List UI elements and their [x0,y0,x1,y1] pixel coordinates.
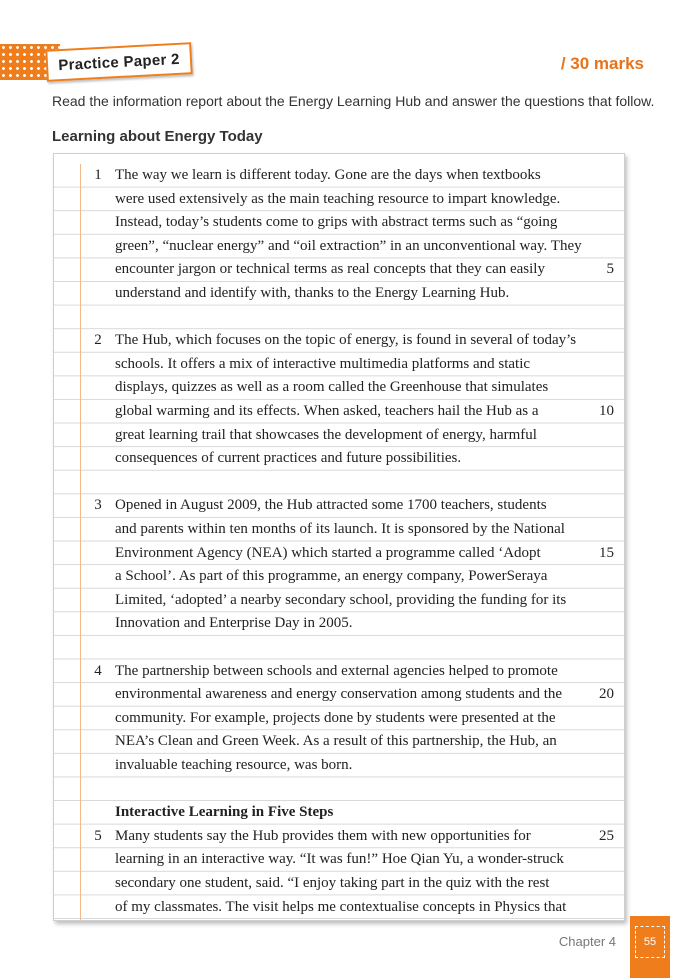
line-text: Limited, ‘adopted’ a nearby secondary school, providing the funding for its [115,591,567,608]
passage-line [54,376,624,400]
line-number: 15 [599,544,614,561]
passage-line [54,825,624,849]
line-text: secondary one student, said. “I enjoy taking part in the quiz with the rest [115,875,550,891]
passage-line [54,400,624,424]
passage-line [54,471,624,495]
paragraph-number: 1 [94,167,102,183]
passage-line [54,660,624,684]
paragraph-number: 4 [94,662,102,679]
line-text: The way we learn is different today. Gone are the days when textbooks [115,167,541,183]
passage-line [54,589,624,613]
passage-line [54,164,624,188]
line-text: encounter jargon or technical terms as real concepts that they can easily [115,261,545,278]
line-text: The partnership between schools and external agencies helped to promote [115,662,558,679]
passage-line [54,353,624,377]
page-number-tab [630,916,670,978]
passage-line [54,636,624,660]
passage-line [54,306,624,330]
page-number: 55 [635,926,665,958]
paragraph-number: 5 [94,827,102,844]
passage-line [54,494,624,518]
line-number: 5 [606,261,614,278]
chapter-label: Chapter 4 [558,934,616,949]
line-text: displays, quizzes as well as a room called the Greenhouse that simulates [115,379,549,396]
passage-line [54,612,624,636]
passage-line [54,542,624,566]
practice-paper-tag [0,42,192,84]
passage-lines [54,164,624,920]
passage-line [54,754,624,778]
passage-line [54,872,624,896]
line-text: understand and identify with, thanks to the Energy Learning Hub. [115,285,510,301]
line-text: Many students say the Hub provides them with new opportunities for [115,827,531,844]
line-text: invaluable teaching resource, was born. [115,757,353,773]
paragraph-number: 2 [94,332,102,349]
line-text: were used extensively as the main teaching resource to impart knowledge. [115,190,561,207]
line-text: learning in an interactive way. “It was fun!” Hoe Qian Yu, a wonder-struck [115,851,564,868]
line-number: 20 [599,686,614,703]
line-text: green”, “nuclear energy” and “oil extraction” in an unconventional way. They [115,237,582,254]
passage-line [54,282,624,306]
line-text: global warming and its effects. When asked, teachers hail the Hub as a [115,403,539,419]
passage-line [54,424,624,448]
passage-line [54,848,624,872]
line-text: NEA’s Clean and Green Week. As a result of this partnership, the Hub, an [115,733,557,750]
line-text: Opened in August 2009, the Hub attracted some 1700 teachers, students [115,497,547,514]
passage-title: Learning about Energy Today [52,128,263,145]
line-text: The Hub, which focuses on the topic of energy, is found in several of today’s [115,332,577,349]
lined-paper [53,153,625,921]
passage-line [54,730,624,754]
line-text: great learning trail that showcases the development of energy, harmful [115,426,537,443]
passage-line [54,258,624,282]
section-subheading: Interactive Learning in Five Steps [115,804,334,821]
line-text: of my classmates. The visit helps me contextualise concepts in Physics that [115,898,567,915]
line-number: 10 [599,403,614,419]
line-text: Environment Agency (NEA) which started a programme called ‘Adopt [115,544,541,561]
line-text: environmental awareness and energy conservation among students and the [115,686,563,703]
line-text: consequences of current practices and future possibilities. [115,450,462,467]
line-text: a School’. As part of this programme, an energy company, PowerSeraya [115,568,548,585]
total-marks: / 30 marks [560,54,644,73]
line-text: community. For example, projects done by students were presented at the [115,709,556,726]
passage-line [54,778,624,802]
passage-line [54,188,624,212]
passage-line [54,683,624,707]
passage-line [54,329,624,353]
passage-line [54,518,624,542]
line-text: and parents within ten months of its launch. It is sponsored by the National [115,521,565,537]
passage-line [54,565,624,589]
passage-line [54,211,624,235]
line-text: Instead, today’s students come to grips with abstract terms such as “going [115,214,558,231]
passage-line [54,896,624,920]
paragraph-number: 3 [94,497,102,514]
passage-line [54,801,624,825]
line-text: Innovation and Enterprise Day in 2005. [115,615,353,632]
line-text: schools. It offers a mix of interactive multimedia platforms and static [115,355,531,372]
passage-line [54,447,624,471]
passage-line [54,707,624,731]
instruction-text: Read the information report about the Energy Learning Hub and answer the questions that follow. [52,93,655,109]
passage-line [54,235,624,259]
line-number: 25 [599,827,614,844]
practice-paper-label: Practice Paper 2 [45,42,192,82]
